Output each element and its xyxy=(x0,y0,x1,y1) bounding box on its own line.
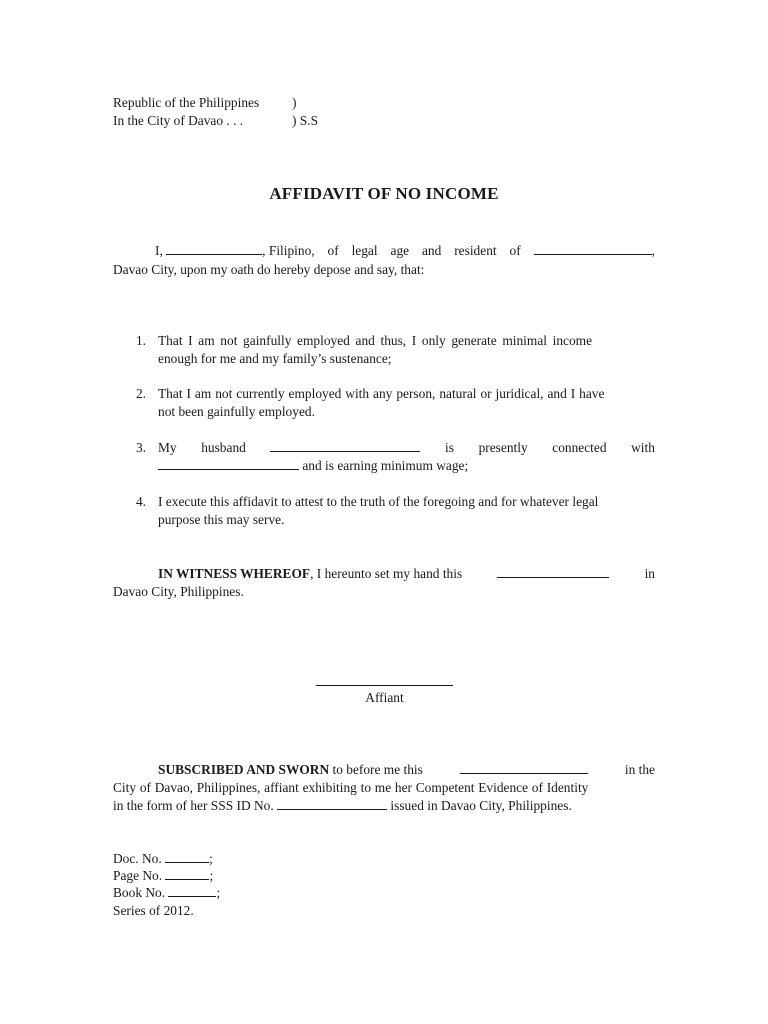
item-4-line-1: I execute this affidavit to attest to the truth of the foregoing and for whatever legal xyxy=(158,494,599,509)
sss-id-blank xyxy=(277,797,387,810)
item-4-line-2: purpose this may serve. xyxy=(158,512,285,527)
item-1-number: 1. xyxy=(135,333,146,348)
header-republic: Republic of the Philippines xyxy=(113,95,260,110)
witness-date-blank xyxy=(497,565,609,578)
intro-line-1: I, , Filipino, of legal age and resident of , xyxy=(155,243,655,258)
item-1-line-1: That I am not gainfully employed and thus, I only generate minimal income xyxy=(158,333,593,348)
residence-blank xyxy=(534,242,652,255)
doc-no-blank xyxy=(165,850,209,863)
page-no-blank xyxy=(165,867,209,880)
affiant-label: Affiant xyxy=(365,690,404,705)
husband-name-blank xyxy=(270,439,420,452)
jurat-date-blank xyxy=(460,761,588,774)
page-no: Page No. ; xyxy=(113,868,214,883)
intro-line-2: Davao City, upon my oath do hereby depose and say, that: xyxy=(113,262,425,277)
doc-no: Doc. No. ; xyxy=(113,851,213,866)
document-title: AFFIDAVIT OF NO INCOME xyxy=(269,184,499,203)
affiant-signature-line xyxy=(316,685,453,686)
header-bracket-1: ) xyxy=(292,95,297,110)
witness-line-1: IN WITNESS WHEREOF, I hereunto set my hand this in xyxy=(158,566,655,581)
book-no: Book No. ; xyxy=(113,885,221,900)
item-1-line-2: enough for me and my family’s sustenance; xyxy=(158,351,392,366)
header-city: In the City of Davao . . . xyxy=(113,113,244,128)
name-blank xyxy=(166,242,262,255)
series-year: Series of 2012. xyxy=(113,903,194,918)
item-4-number: 4. xyxy=(135,494,146,509)
witness-line-2: Davao City, Philippines. xyxy=(113,584,244,599)
item-2-line-2: not been gainfully employed. xyxy=(158,404,315,419)
header-ss: ) S.S xyxy=(292,113,319,128)
jurat-line-3: in the form of her SSS ID No. issued in Davao City, Philippines. xyxy=(113,798,572,813)
item-3-number: 3. xyxy=(135,440,146,455)
item-2-line-1: That I am not currently employed with any person, natural or juridical, and I have xyxy=(158,386,605,401)
employer-blank xyxy=(158,457,299,470)
item-3-line-1: My husband is presently connected with xyxy=(158,440,655,455)
item-3-line-2: and is earning minimum wage; xyxy=(158,457,468,475)
jurat-line-2: City of Davao, Philippines, affiant exhibiting to me her Competent Evidence of Identity xyxy=(113,780,589,795)
book-no-blank xyxy=(168,884,216,897)
jurat-line-1: SUBSCRIBED AND SWORN to before me this in the xyxy=(158,762,655,777)
item-2-number: 2. xyxy=(135,386,146,401)
